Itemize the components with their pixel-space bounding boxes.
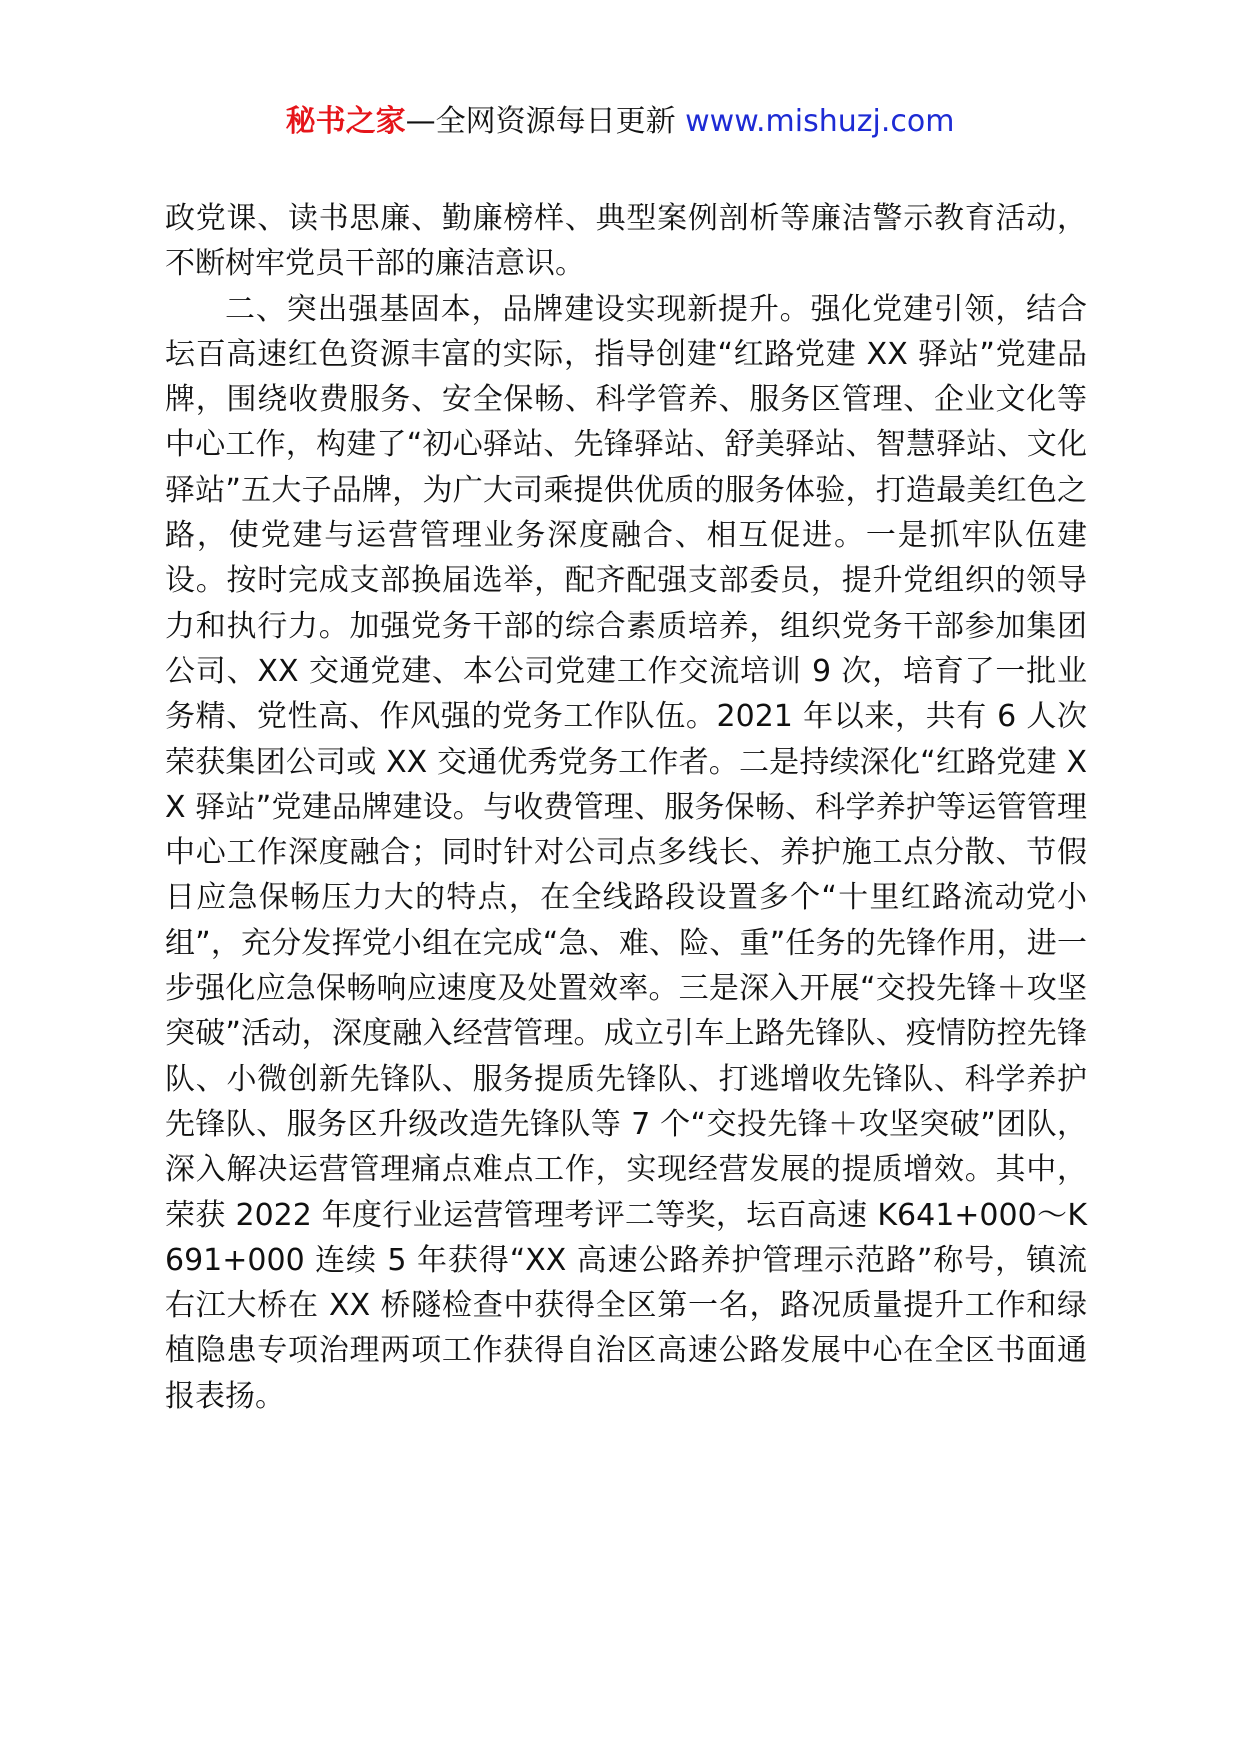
- website-link[interactable]: www.mishuzj.com: [685, 104, 955, 139]
- document-body: [165, 196, 1087, 1419]
- paragraph-continuation: 政党课、读书思廉、勤廉榜样、典型案例剖析等廉洁警示教育活动，不断树牢党员干部的廉洁意识。: [165, 201, 1087, 282]
- page-header: [0, 100, 1240, 144]
- brand-name: 秘书之家: [285, 104, 406, 139]
- paragraph-section-two: 二、突出强基固本，品牌建设实现新提升。强化党建引领，结合坛百高速红色资源丰富的实际，指导创建“红路党建 XX 驿站”党建品牌，围绕收费服务、安全保畅、科学管养、服务区管理、企业文化等中心工作，构建了“初心驿站、先锋驿站、舒美驿站、智慧驿站、文化驿站”五大子品牌，为广大司乘提供优质的服务体验，打造最美红色之路，使党建与运营管理业务深度融合、相互促进。一是抓牢队伍建设。按时完成支部换届选举，配齐配强支部委员，提升党组织的领导力和执行力。加强党务干部的综合素质培养，组织党务干部参加集团公司、XX 交通党建、本公司党建工作交流培训 9 次，培育了一批业务精、党性高、作风强的党务工作队伍。2021 年以来，共有 6 人次荣获集团公司或 XX 交通优秀党务工作者。二是持续深化“红路党建 XX 驿站”党建品牌建设。与收费管理、服务保畅、科学养护等运管管理中心工作深度融合；同时针对公司点多线长、养护施工点分散、节假日应急保畅压力大的特点，在全线路段设置多个“十里红路流动党小组”，充分发挥党小组在完成“急、难、险、重”任务的先锋作用，进一步强化应急保畅响应速度及处置效率。三是深入开展“交投先锋＋攻坚突破”活动，深度融入经营管理。成立引车上路先锋队、疫情防控先锋队、小微创新先锋队、服务提质先锋队、打逃增收先锋队、科学养护先锋队、服务区升级改造先锋队等 7 个“交投先锋＋攻坚突破”团队，深入解决运营管理痛点难点工作，实现经营发展的提质增效。其中，荣获 2022 年度行业运营管理考评二等奖，坛百高速 K641+000～K691+000 连续 5 年获得“XX 高速公路养护管理示范路”称号，镇流右江大桥在 XX 桥隧检查中获得全区第一名，路况质量提升工作和绿植隐患专项治理两项工作获得自治区高速公路发展中心在全区书面通报表扬。: [165, 291, 1087, 1414]
- header-tagline: —全网资源每日更新: [405, 104, 676, 139]
